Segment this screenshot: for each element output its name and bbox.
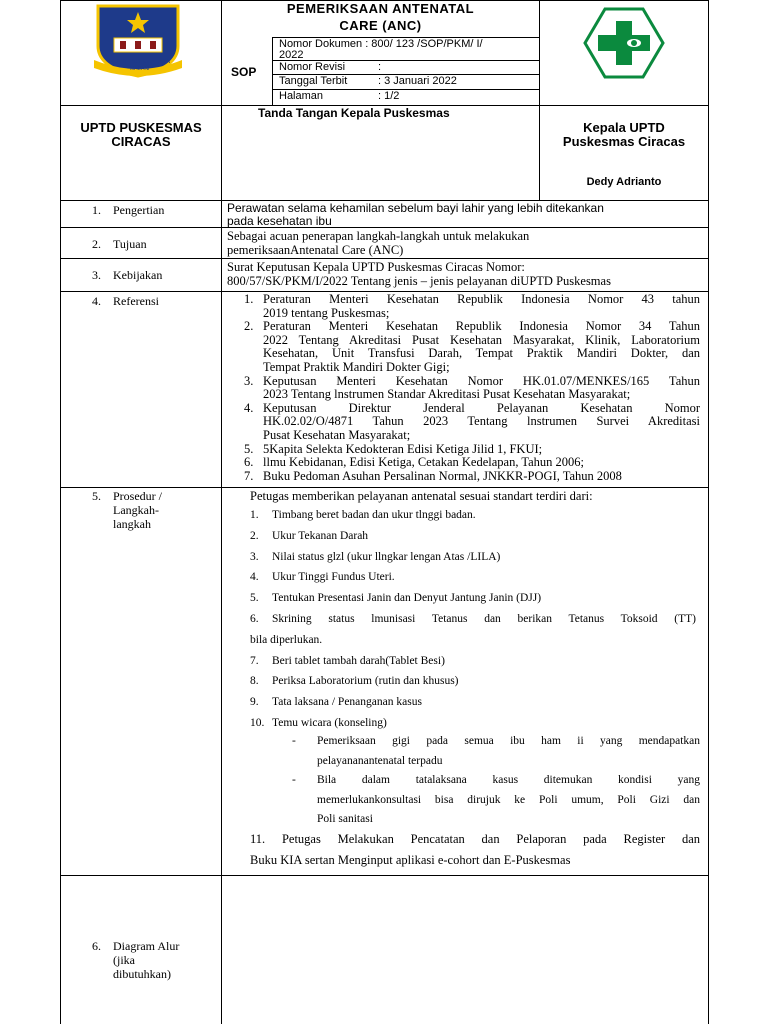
row-line-kebijakan bbox=[60, 258, 709, 259]
referensi-item-text: 2023 Tentang lnstrumen Standar Akreditasi Pusat Kesehatan Masyarakat; bbox=[263, 387, 631, 402]
diagram-label-2: (jika bbox=[113, 953, 135, 967]
sub-item-text: memerlukankonsultasi bisa dirujuk ke Poli umum, Poli Gizi dan bbox=[317, 793, 700, 806]
step-text: Tentukan Presentasi Janin dan Denyut Jantung Janin (DJJ) bbox=[272, 592, 542, 605]
head-title-line2: Puskesmas Ciracas bbox=[562, 134, 686, 149]
referensi-item-number: 5. bbox=[244, 441, 254, 456]
doc-number-label: Nomor Dokumen : 800/ 123 /SOP/PKM/ I/ bbox=[279, 38, 483, 50]
prosedur-step-11-line2: Buku KIA sertan Menginput aplikasi e-cohort dan E-Puskesmas bbox=[250, 853, 571, 867]
referensi-item-text: Keputusan Menteri Kesehatan Nomor HK.01.07/MENKES/165 Tahun bbox=[263, 373, 700, 388]
step-number: 7. bbox=[250, 654, 259, 667]
referensi-item-text: Peraturan Menteri Kesehatan Republik Indonesia Nomor 43 tahun bbox=[263, 292, 700, 306]
referensi-item-text: Peraturan Menteri Kesehatan Republik Indonesia Nomor 34 Tahun bbox=[263, 319, 700, 334]
org-name-line1: UPTD PUSKESMAS bbox=[80, 120, 202, 135]
pengertian-num: 1. bbox=[92, 203, 101, 217]
prosedur-num: 5. bbox=[92, 489, 101, 503]
sop-label: SOP bbox=[231, 65, 257, 79]
row-line-diagram bbox=[60, 875, 709, 876]
referensi-item-text: 2022 Tentang Akreditasi Pusat Kesehatan Masyarakat, Klinik, Laboratorium bbox=[263, 332, 700, 347]
referensi-item-text: Pusat Kesehatan Masyarakat; bbox=[263, 428, 411, 442]
sub-item-text: Poli sanitasi bbox=[317, 813, 373, 825]
sub-item-text: pelayananantenatal terpadu bbox=[317, 754, 443, 767]
head-title-line1: Kepala UPTD bbox=[583, 120, 665, 135]
pengertian-text-2: pada kesehatan ibu bbox=[227, 214, 332, 228]
org-name-line2: CIRACAS bbox=[111, 134, 171, 149]
step-number: 3. bbox=[250, 550, 259, 563]
referensi-item-text: 5Kapita Selekta Kedokteran Edisi Ketiga Jilid 1, FKUI; bbox=[263, 441, 543, 456]
step-number: 2. bbox=[250, 529, 259, 542]
referensi-item-number: 1. bbox=[244, 292, 254, 306]
prosedur-intro: Petugas memberikan pelayanan antenatal sesuai standart terdiri dari: bbox=[250, 489, 593, 503]
sub-item-bullet: - bbox=[292, 774, 296, 786]
pengertian-label: Pengertian bbox=[113, 203, 165, 217]
step-number: 4. bbox=[250, 571, 259, 584]
prosedur-label-2: Langkah- bbox=[113, 503, 159, 517]
referensi-item-number: 2. bbox=[244, 319, 254, 334]
step-number: 10. bbox=[250, 717, 265, 729]
header-col-divider-2 bbox=[539, 0, 540, 201]
referensi-item-text: Keputusan Direktur Jenderal Pelayanan Kesehatan Nomor bbox=[263, 400, 700, 415]
step-text: Skrining status lmunisasi Tetanus dan berikan Tetanus Toksoid (TT) bbox=[272, 613, 696, 625]
row-line-tujuan bbox=[60, 227, 709, 228]
city-logo bbox=[90, 2, 186, 78]
kebijakan-label: Kebijakan bbox=[113, 268, 163, 282]
prosedur-step-11-line1: 11. Petugas Melakukan Pencatatan dan Pelaporan pada Register dan bbox=[250, 832, 700, 846]
doc-title-line2: CARE (ANC) bbox=[339, 18, 422, 33]
tujuan-num: 2. bbox=[92, 237, 101, 251]
prosedur-label-3: langkah bbox=[113, 517, 151, 531]
logo-subtext: MADANI bbox=[130, 66, 150, 72]
date-label: Tanggal Terbit bbox=[279, 75, 348, 87]
table-border-left bbox=[60, 0, 61, 1024]
page-value: : 1/2 bbox=[378, 90, 400, 102]
signature-label: Tanda Tangan Kepala Puskesmas bbox=[258, 106, 450, 120]
sub-item-text: Bila dalam tatalaksana kasus ditemukan kondisi yang bbox=[317, 774, 700, 786]
referensi-item-number: 6. bbox=[244, 455, 254, 470]
puskesmas-logo bbox=[583, 7, 665, 79]
logo-text: KOTA TASIKMALAYA bbox=[110, 59, 171, 65]
step-text: Temu wicara (konseling) bbox=[272, 717, 387, 729]
referensi-item-text: HK.02.02/O/4871 Tahun 2023 Tentang lnstrumen Survei Akreditasi bbox=[263, 414, 700, 429]
pengertian-text-1: Perawatan selama kehamilan sebelum bayi lahir yang lebih ditekankan bbox=[227, 201, 604, 215]
sop-divider bbox=[272, 37, 273, 105]
revision-label: Nomor Revisi bbox=[279, 61, 346, 73]
doc-title-line1: PEMERIKSAAN ANTENATAL bbox=[286, 1, 475, 16]
referensi-label: Referensi bbox=[113, 294, 159, 308]
step-text: Ukur Tekanan Darah bbox=[272, 529, 369, 542]
referensi-item-number: 7. bbox=[244, 468, 254, 483]
tujuan-text-2: pemeriksaanAntenatal Care (ANC) bbox=[227, 243, 404, 257]
step-number: 1. bbox=[250, 509, 259, 521]
referensi-item-text: llmu Kebidanan, Edisi Ketiga, Cetakan Kedelapan, Tahun 2006; bbox=[263, 455, 585, 470]
step-text: Beri tablet tambah darah(Tablet Besi) bbox=[272, 654, 445, 667]
sub-item-bullet: - bbox=[292, 735, 296, 747]
step-text: Periksa Laboratorium (rutin dan khusus) bbox=[272, 675, 459, 688]
step-text: Nilai status glzl (ukur llngkar lengan Atas /LILA) bbox=[272, 550, 501, 563]
step-number: 8. bbox=[250, 675, 259, 688]
step-text: Ukur Tinggi Fundus Uteri. bbox=[272, 571, 395, 584]
step-number: 5. bbox=[250, 592, 259, 605]
referensi-item-text: Kesehatan, Unit Transfusi Darah, Tempat Praktik Mandiri Dokter, dan bbox=[263, 346, 700, 361]
referensi-item-number: 4. bbox=[244, 400, 254, 415]
table-border-right bbox=[708, 0, 709, 1024]
label-col-divider bbox=[221, 200, 222, 1024]
kebijakan-text-1: Surat Keputusan Kepala UPTD Puskesmas Ciracas Nomor: bbox=[227, 260, 525, 274]
step-number: 6. bbox=[250, 613, 259, 625]
diagram-label-3: dibutuhkan) bbox=[113, 967, 171, 981]
referensi-item-text: Tempat Praktik Mandiri Dokter Gigi; bbox=[263, 360, 450, 374]
doc-number-cont: 2022 bbox=[279, 49, 304, 61]
page-label: Halaman bbox=[279, 90, 324, 102]
step-text: Timbang beret badan dan ukur tlnggi badan. bbox=[272, 509, 476, 521]
referensi-num: 4. bbox=[92, 294, 101, 308]
tujuan-label: Tujuan bbox=[113, 237, 147, 251]
sub-item-text: Pemeriksaan gigi pada semua ibu ham ii yang mendapatkan bbox=[317, 735, 700, 747]
step-text: Tata laksana / Penanganan kasus bbox=[272, 696, 422, 709]
diagram-label-1: Diagram Alur bbox=[113, 939, 180, 953]
kebijakan-num: 3. bbox=[92, 268, 101, 282]
step-text: bila diperlukan. bbox=[250, 633, 323, 646]
prosedur-label-1: Prosedur / bbox=[113, 489, 162, 503]
revision-value: : bbox=[378, 61, 382, 73]
row-line-prosedur bbox=[60, 487, 709, 488]
step-number: 9. bbox=[250, 696, 259, 709]
referensi-item-text: 2019 tentang Puskesmas; bbox=[263, 305, 390, 320]
diagram-num: 6. bbox=[92, 939, 101, 953]
referensi-item-number: 3. bbox=[244, 373, 254, 388]
date-value: : 3 Januari 2022 bbox=[378, 75, 457, 87]
kebijakan-text-2: 800/57/SK/PKM/I/2022 Tentang jenis – jenis pelayanan diUPTD Puskesmas bbox=[227, 274, 611, 288]
head-name: Dedy Adrianto bbox=[586, 176, 662, 188]
tujuan-text-1: Sebagai acuan penerapan langkah-langkah untuk melakukan bbox=[227, 229, 530, 243]
referensi-item-text: Buku Pedoman Asuhan Persalinan Normal, JNKKR-POGI, Tahun 2008 bbox=[263, 468, 622, 483]
